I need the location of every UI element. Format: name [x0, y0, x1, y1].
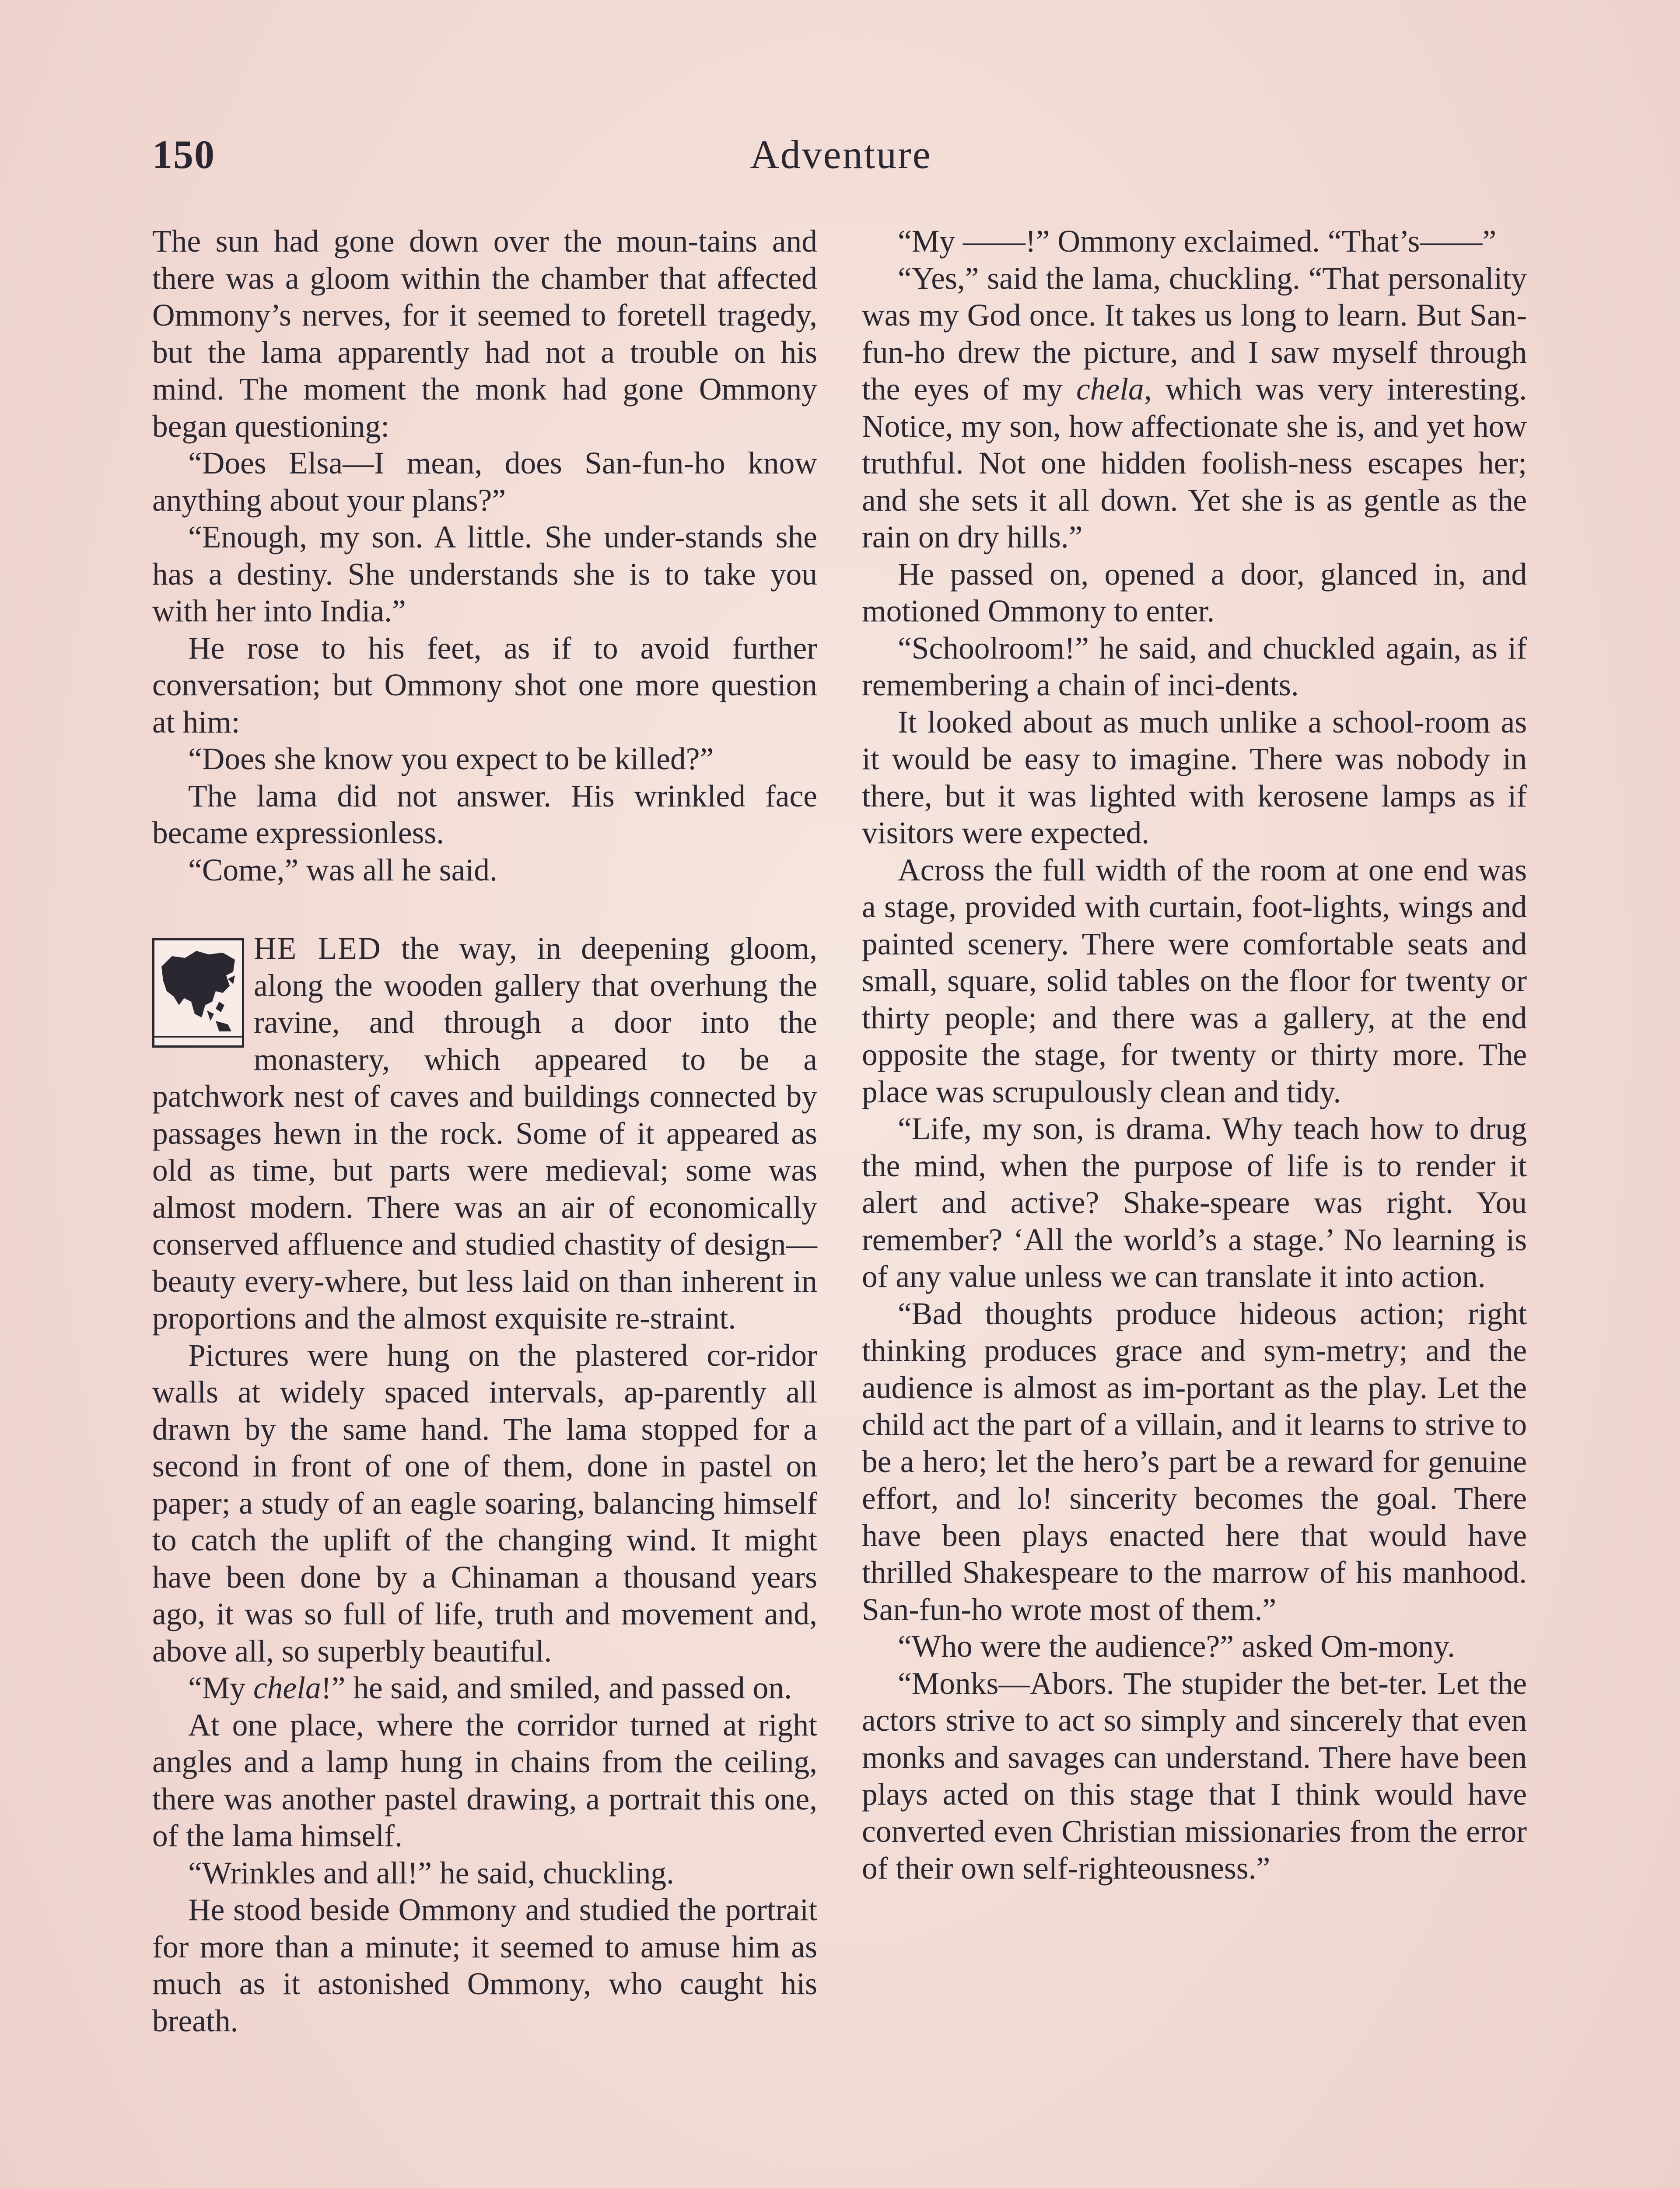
- paragraph: [152, 1670, 817, 1707]
- lead-in-text: HE LED: [254, 931, 382, 966]
- page-header: [152, 131, 1530, 184]
- paragraph: The sun had gone down over the moun-tains and there was a gloom within the chamber that affected Ommony’s nerves, for it seemed to foretell tragedy, but the lama apparently had not a trouble on his mind. The moment the monk had gone Ommony began questioning:: [152, 224, 817, 444]
- paragraph-text: !” he said, and smiled, and passed on.: [321, 1671, 792, 1705]
- paragraph: “Bad thoughts produce hideous action; right thinking produces grace and sym-metry; and the audience is almost as im-portant as the play. Let the child act the part of a villain, and it learns to strive to be a hero; let the hero’s part be a reward for genuine effort, and lo! sincerity becomes the goal. There have been plays enacted here that would have thrilled Shakespeare to the marrow of his manhood. San-fun-ho wrote most of them.”: [862, 1296, 1527, 1627]
- right-column: [862, 223, 1527, 1887]
- paragraph: He stood beside Ommony and studied the portrait for more than a minute; it seemed to amuse him as much as it astonished Ommony, who caught his breath.: [152, 1893, 817, 2038]
- paragraph: “Life, my son, is drama. Why teach how to drug the mind, when the purpose of life is to render it alert and active? Shake-speare was right. You remember? ‘All the world’s a stage.’ No learning is of any value unless we can translate it into action.: [862, 1112, 1527, 1294]
- map-of-asia-graphic: [154, 940, 242, 1045]
- running-title: Adventure: [750, 132, 932, 177]
- paragraph: “Does she know you expect to be killed?”: [188, 742, 714, 776]
- paragraph: At one place, where the corridor turned at right angles and a lamp hung in chains from the ceiling, there was another pastel drawing, a portrait this one, of the lama himself.: [152, 1708, 817, 1853]
- paragraph: “Enough, my son. A little. She under-stands she has a destiny. She understands she is to take you with her into India.”: [152, 520, 817, 628]
- paragraph-text: “Yes,” said the lama, chuckling. “That personality was my God once. It takes us long to learn. But San-fun-ho drew the picture, and I saw myself through the eyes of my: [862, 261, 1527, 407]
- paragraph: “Does Elsa—I mean, does San-fun-ho know anything about your plans?”: [152, 446, 817, 518]
- italic-word: chela: [253, 1671, 321, 1705]
- paragraph: “Schoolroom!” he said, and chuckled again, as if remembering a chain of inci-dents.: [862, 631, 1527, 702]
- paragraph: “Come,” was all he said.: [188, 852, 497, 887]
- paragraph-text: “My: [188, 1671, 253, 1705]
- paragraph: “Wrinkles and all!” he said, chuckling.: [188, 1855, 674, 1890]
- italic-word: chela: [1076, 372, 1144, 407]
- map-of-asia-icon: [152, 938, 244, 1048]
- left-column: [152, 223, 817, 2040]
- paragraph-text: , which was very interesting. Notice, my son, how affectionate she is, and yet how truthful. Not one hidden foolish-ness escapes her; and she sets it all down. Yet she is as gentle as the rain on dry hills.”: [862, 372, 1527, 554]
- paragraph: The lama did not answer. His wrinkled face became expressionless.: [152, 778, 817, 850]
- paragraph: Pictures were hung on the plastered cor-ridor walls at widely spaced intervals, ap-parently all drawn by the same hand. The lama stopped for a second in front of one of them, done in pastel on paper; a study of an eagle soaring, balancing himself to catch the uplift of the changing wind. It might have been done by a Chinaman a thousand years ago, it was so full of life, truth and movement and, above all, so superbly beautiful.: [152, 1338, 817, 1669]
- paragraph: “My ——!” Ommony exclaimed. “That’s——”: [898, 224, 1497, 259]
- page-number: 150: [152, 132, 215, 177]
- paragraph: “Monks—Abors. The stupider the bet-ter. Let the actors strive to act so simply and sincerely that even monks and savages can understand. There have been plays acted on this stage that I think would have converted even Christian missionaries from the error of their own self-righteousness.”: [862, 1666, 1527, 1886]
- paragraph: It looked about as much unlike a school-room as it would be easy to imagine. There was nobody in there, but it was lighted with kerosene lamps as if visitors were expected.: [862, 705, 1527, 850]
- paragraph: “Who were the audience?” asked Om-mony.: [898, 1629, 1455, 1664]
- paragraph-text: the way, in deepening gloom, along the wooden gallery that overhung the ravine, and through a door into the monastery, which appeared to be a patchwork nest of caves and buildings connected by passages hewn in the rock. Some of it appeared as old as time, but parts were medieval; some was almost modern. There was an air of economically conserved affluence and studied chastity of design—beauty every-where, but less laid on than inherent in proportions and the almost exquisite re-straint.: [152, 931, 817, 1336]
- section-opening-paragraph: [152, 930, 817, 1337]
- paragraph: He rose to his feet, as if to avoid further conversation; but Ommony shot one more question at him:: [152, 631, 817, 740]
- paragraph: [862, 260, 1527, 556]
- paragraph: Across the full width of the room at one end was a stage, provided with curtain, foot-lights, wings and painted scenery. There were comfortable seats and small, square, solid tables on the floor for twenty or thirty people; and there was a gallery, at the end opposite the stage, for twenty or thirty more. The place was scrupulously clean and tidy.: [862, 852, 1527, 1109]
- paragraph: He passed on, opened a door, glanced in, and motioned Ommony to enter.: [862, 557, 1527, 628]
